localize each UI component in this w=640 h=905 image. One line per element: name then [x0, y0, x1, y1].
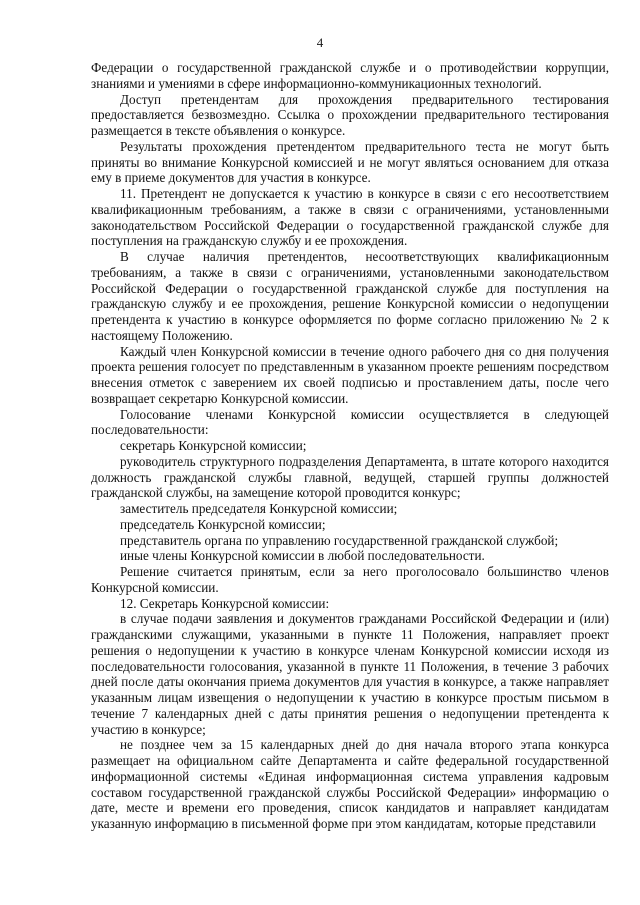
paragraph: 12. Секретарь Конкурсной комиссии: — [120, 595, 330, 611]
paragraph: Решение считается принятым, если за него проголосовало большинство членов Конкурсной комиссии. — [91, 564, 609, 595]
list-item: заместитель председателя Конкурсной комиссии; — [120, 501, 398, 516]
list-item: руководитель структурного подразделения Департамента, в штате которого находится должность гражданской службы главной, ведущей, старшей группы должностей гражданской службы, на замещение которой проводится конкурс; — [91, 453, 609, 501]
paragraph: Голосование членами Конкурсной комиссии осуществляется в следующей последовательности: — [91, 406, 609, 438]
list-item: иные члены Конкурсной комиссии в любой последовательности. — [120, 548, 485, 564]
list-item: в случае подачи заявления и документов гражданами Российской Федерации и (или) гражданскими служащими, указанными в пункте 11 Положения, направляет проект решения о недопущении к участию в конкурсе членам Конкурсной комиссии исходя из последовательности голосования, указанной в пункте 11 Положения, в течение 3 рабочих дней после даты окончания приема документов для участия в конкурсе, а также направляет указанным лицам извещения о недопущении к участию в конкурсе простым письмом в течение 7 календарных дней с даты принятия решения о недопущении претендента к участию в конкурсе; — [91, 611, 609, 737]
list-item: представитель органа по управлению государственной гражданской службой; — [120, 532, 559, 548]
list-item: секретарь Конкурсной комиссии; — [120, 438, 307, 453]
page-number: 4 — [316, 35, 324, 50]
paragraph: Результаты прохождения претендентом предварительного теста не могут быть приняты во внимание Конкурсной комиссией и не могут являться основанием для отказа ему в приеме документов для участия в конкурсе. — [91, 138, 609, 186]
paragraph: Каждый член Конкурсной комиссии в течение одного рабочего дня со дня получения проекта решения голосует по представленным в указанном проекте решениям посредством внесения отметок с заверением их своей подписью и проставлением даты, после чего возвращает секретарю Конкурсной комиссии. — [91, 343, 609, 406]
document-body — [91, 60, 609, 832]
paragraph: В случае наличия претендентов, несоответствующих квалификационным требованиям, а также в связи с ограничениями, установленными законодательством Российской Федерации о государственной гражданской службе для поступления на гражданскую службу и ее прохождения, решение Конкурсной комиссии о недопущении претендента к участию в конкурсе оформляется по форме согласно приложению № 2 к настоящему Положению. — [91, 249, 609, 343]
list-item: не позднее чем за 15 календарных дней до дня начала второго этапа конкурса размещает на официальном сайте Департамента и сайте федеральной государственной информационной системы «Единая информационная система управления кадровым составом государственной гражданской службы Российской Федерации» информацию о дате, месте и времени его проведения, список кандидатов и направляет кандидатам указанную информацию в письменной форме при этом кандидатам, которые представили — [91, 737, 609, 831]
paragraph: Доступ претендентам для прохождения предварительного тестирования предоставляется безвозмездно. Ссылка о прохождении предварительного тестирования размещается в тексте объявления о конкурсе. — [91, 91, 609, 138]
list-item: председатель Конкурсной комиссии; — [120, 516, 326, 532]
paragraph: 11. Претендент не допускается к участию в конкурсе в связи с его несоответствием квалификационным требованиям, а также в связи с ограничениями, установленными законодательством Российской Федерации о государственной гражданской службе для поступления на гражданскую службу и ее прохождения. — [91, 186, 609, 249]
paragraph: Федерации о государственной гражданской службе и о противодействии коррупции, знаниями и умениями в сфере информационно-коммуникационных технологий. — [91, 60, 609, 91]
